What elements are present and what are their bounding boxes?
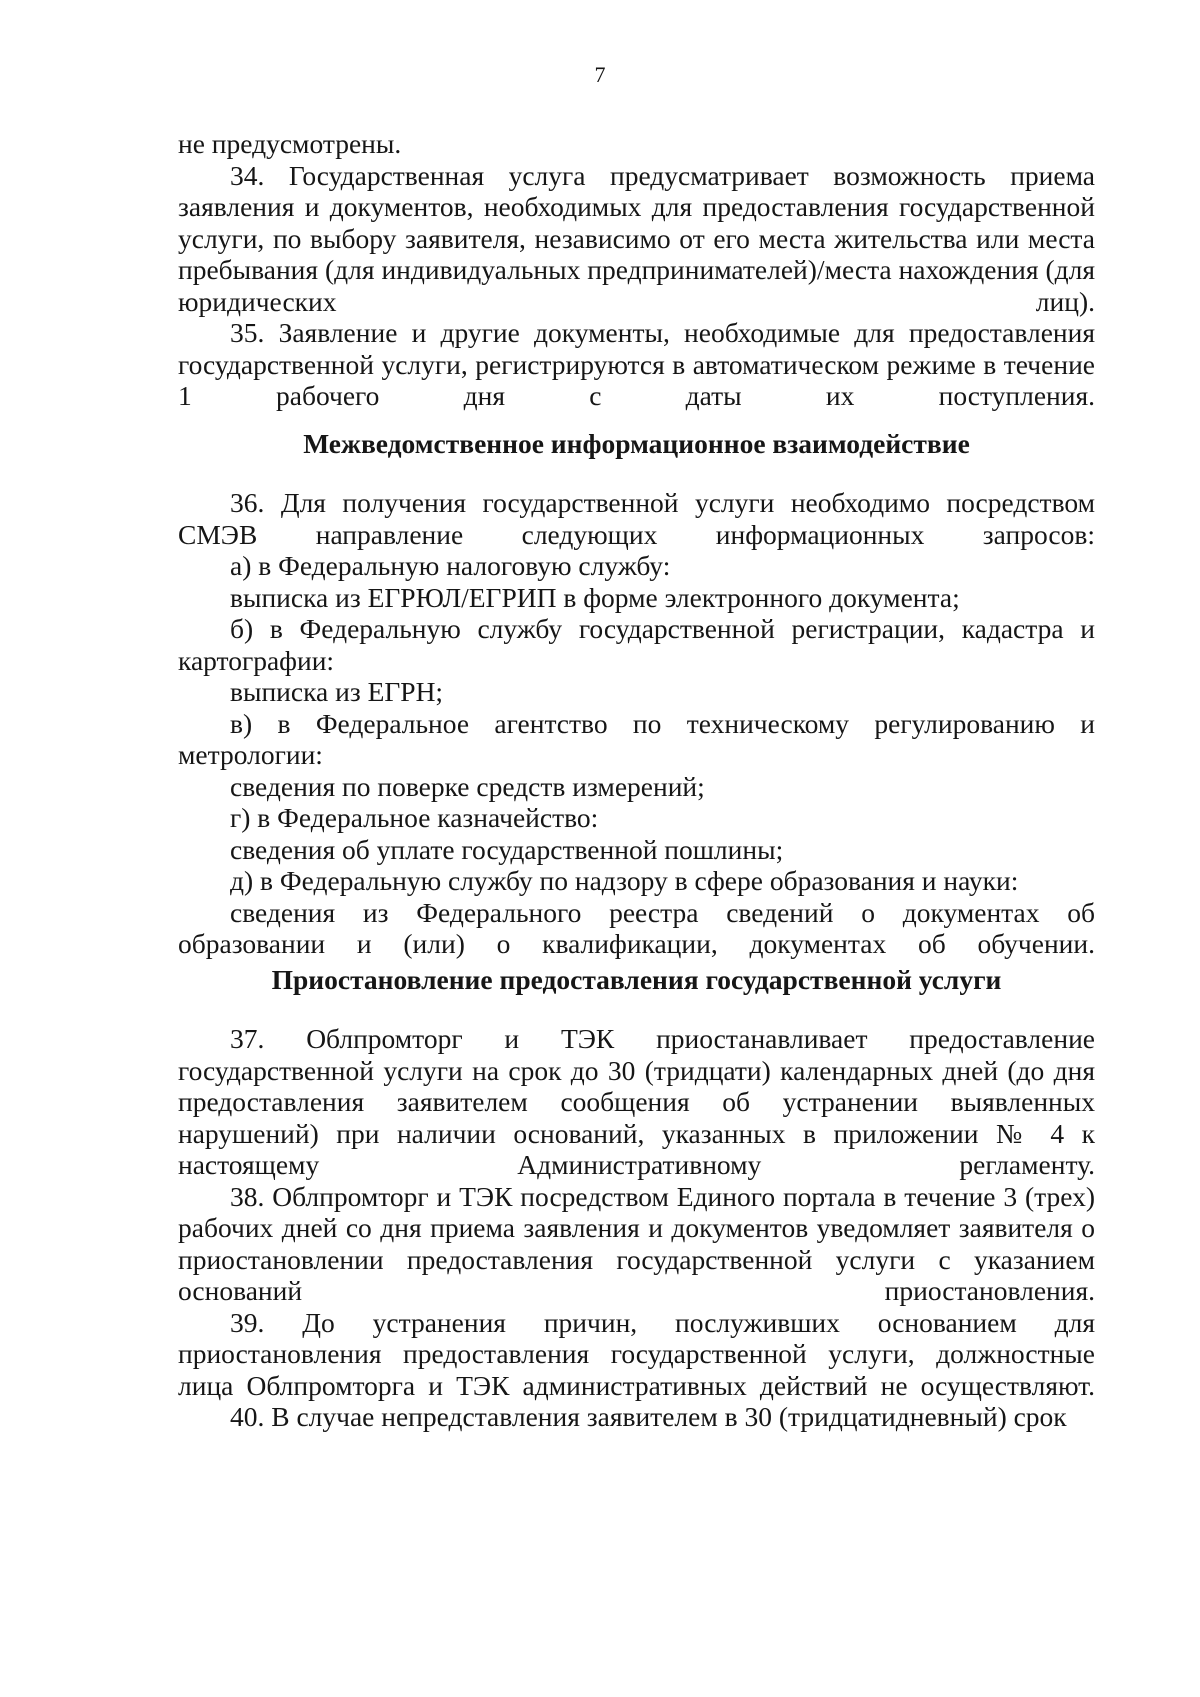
text-section-2: [178, 487, 1095, 960]
paragraph-40-start: 40. В случае непредставления заявителем в 30 (тридцатидневный) срок: [230, 1401, 1067, 1432]
page-number: 7: [594, 62, 606, 87]
section-heading-suspension: Приостановление предоставления государственной услуги: [271, 964, 1002, 995]
paragraph-34: 34. Государственная услуга предусматривает возможность приема заявления и документов, необходимых для предоставления государственной услуги, по выбору заявителя, независимо от его места жительства или места пребывания (для индивидуальных предпринимателей)/места нахождения (для юридических лиц).: [178, 159, 1095, 317]
item-d-detail: сведения из Федерального реестра сведений о документах об образовании и (или) о квалификации, документах об обучении.: [178, 896, 1095, 959]
item-d: д) в Федеральную службу по надзору в сфере образования и науки:: [230, 865, 1019, 896]
item-b-detail: выписка из ЕГРН;: [230, 676, 444, 707]
section-heading-interagency: Межведомственное информационное взаимодействие: [303, 428, 970, 459]
item-a: а) в Федеральную налоговую службу:: [230, 550, 671, 581]
item-g-detail: сведения об уплате государственной пошлины;: [230, 833, 784, 865]
item-b: б) в Федеральную службу государственной регистрации, кадастра и картографии:: [178, 613, 1095, 676]
paragraph-37: 37. Облпромторг и ТЭК приостанавливает предоставление государственной услуги на срок до 30 (тридцати) календарных дней (до дня предоставления заявителем сообщения об устранении выявленных нарушений) при наличии оснований, указанных в приложении № 4 к настоящему Административному регламенту.: [178, 1023, 1095, 1180]
paragraph-35: 35. Заявление и другие документы, необходимые для предоставления государственной услуги, регистрируются в автоматическом режиме в течение 1 рабочего дня с даты их поступления.: [178, 317, 1095, 411]
paragraph-38: 38. Облпромторг и ТЭК посредством Единого портала в течение 3 (трех) рабочих дней со дня приема заявления и документов уведомляет заявителя о приостановлении предоставления государственной услуги с указанием оснований приостановления.: [178, 1180, 1095, 1306]
paragraph-33-end: не предусмотрены.: [178, 128, 402, 159]
paragraph-36: 36. Для получения государственной услуги необходимо посредством СМЭВ направление следующих информационных запросов:: [178, 487, 1095, 550]
paragraph-39: 39. До устранения причин, послуживших основанием для приостановления предоставления государственной услуги, должностные лица Облпромторга и ТЭК административных действий не осуществляют.: [178, 1306, 1095, 1401]
item-g: г) в Федеральное казначейство:: [230, 802, 599, 833]
item-v-detail: сведения по поверке средств измерений;: [230, 770, 705, 802]
text-section-1: [178, 128, 1095, 412]
item-a-detail: выписка из ЕГРЮЛ/ЕГРИП в форме электронного документа;: [230, 581, 960, 613]
text-section-3: [178, 1023, 1095, 1433]
item-v: в) в Федеральное агентство по техническому регулированию и метрологии:: [178, 707, 1095, 770]
